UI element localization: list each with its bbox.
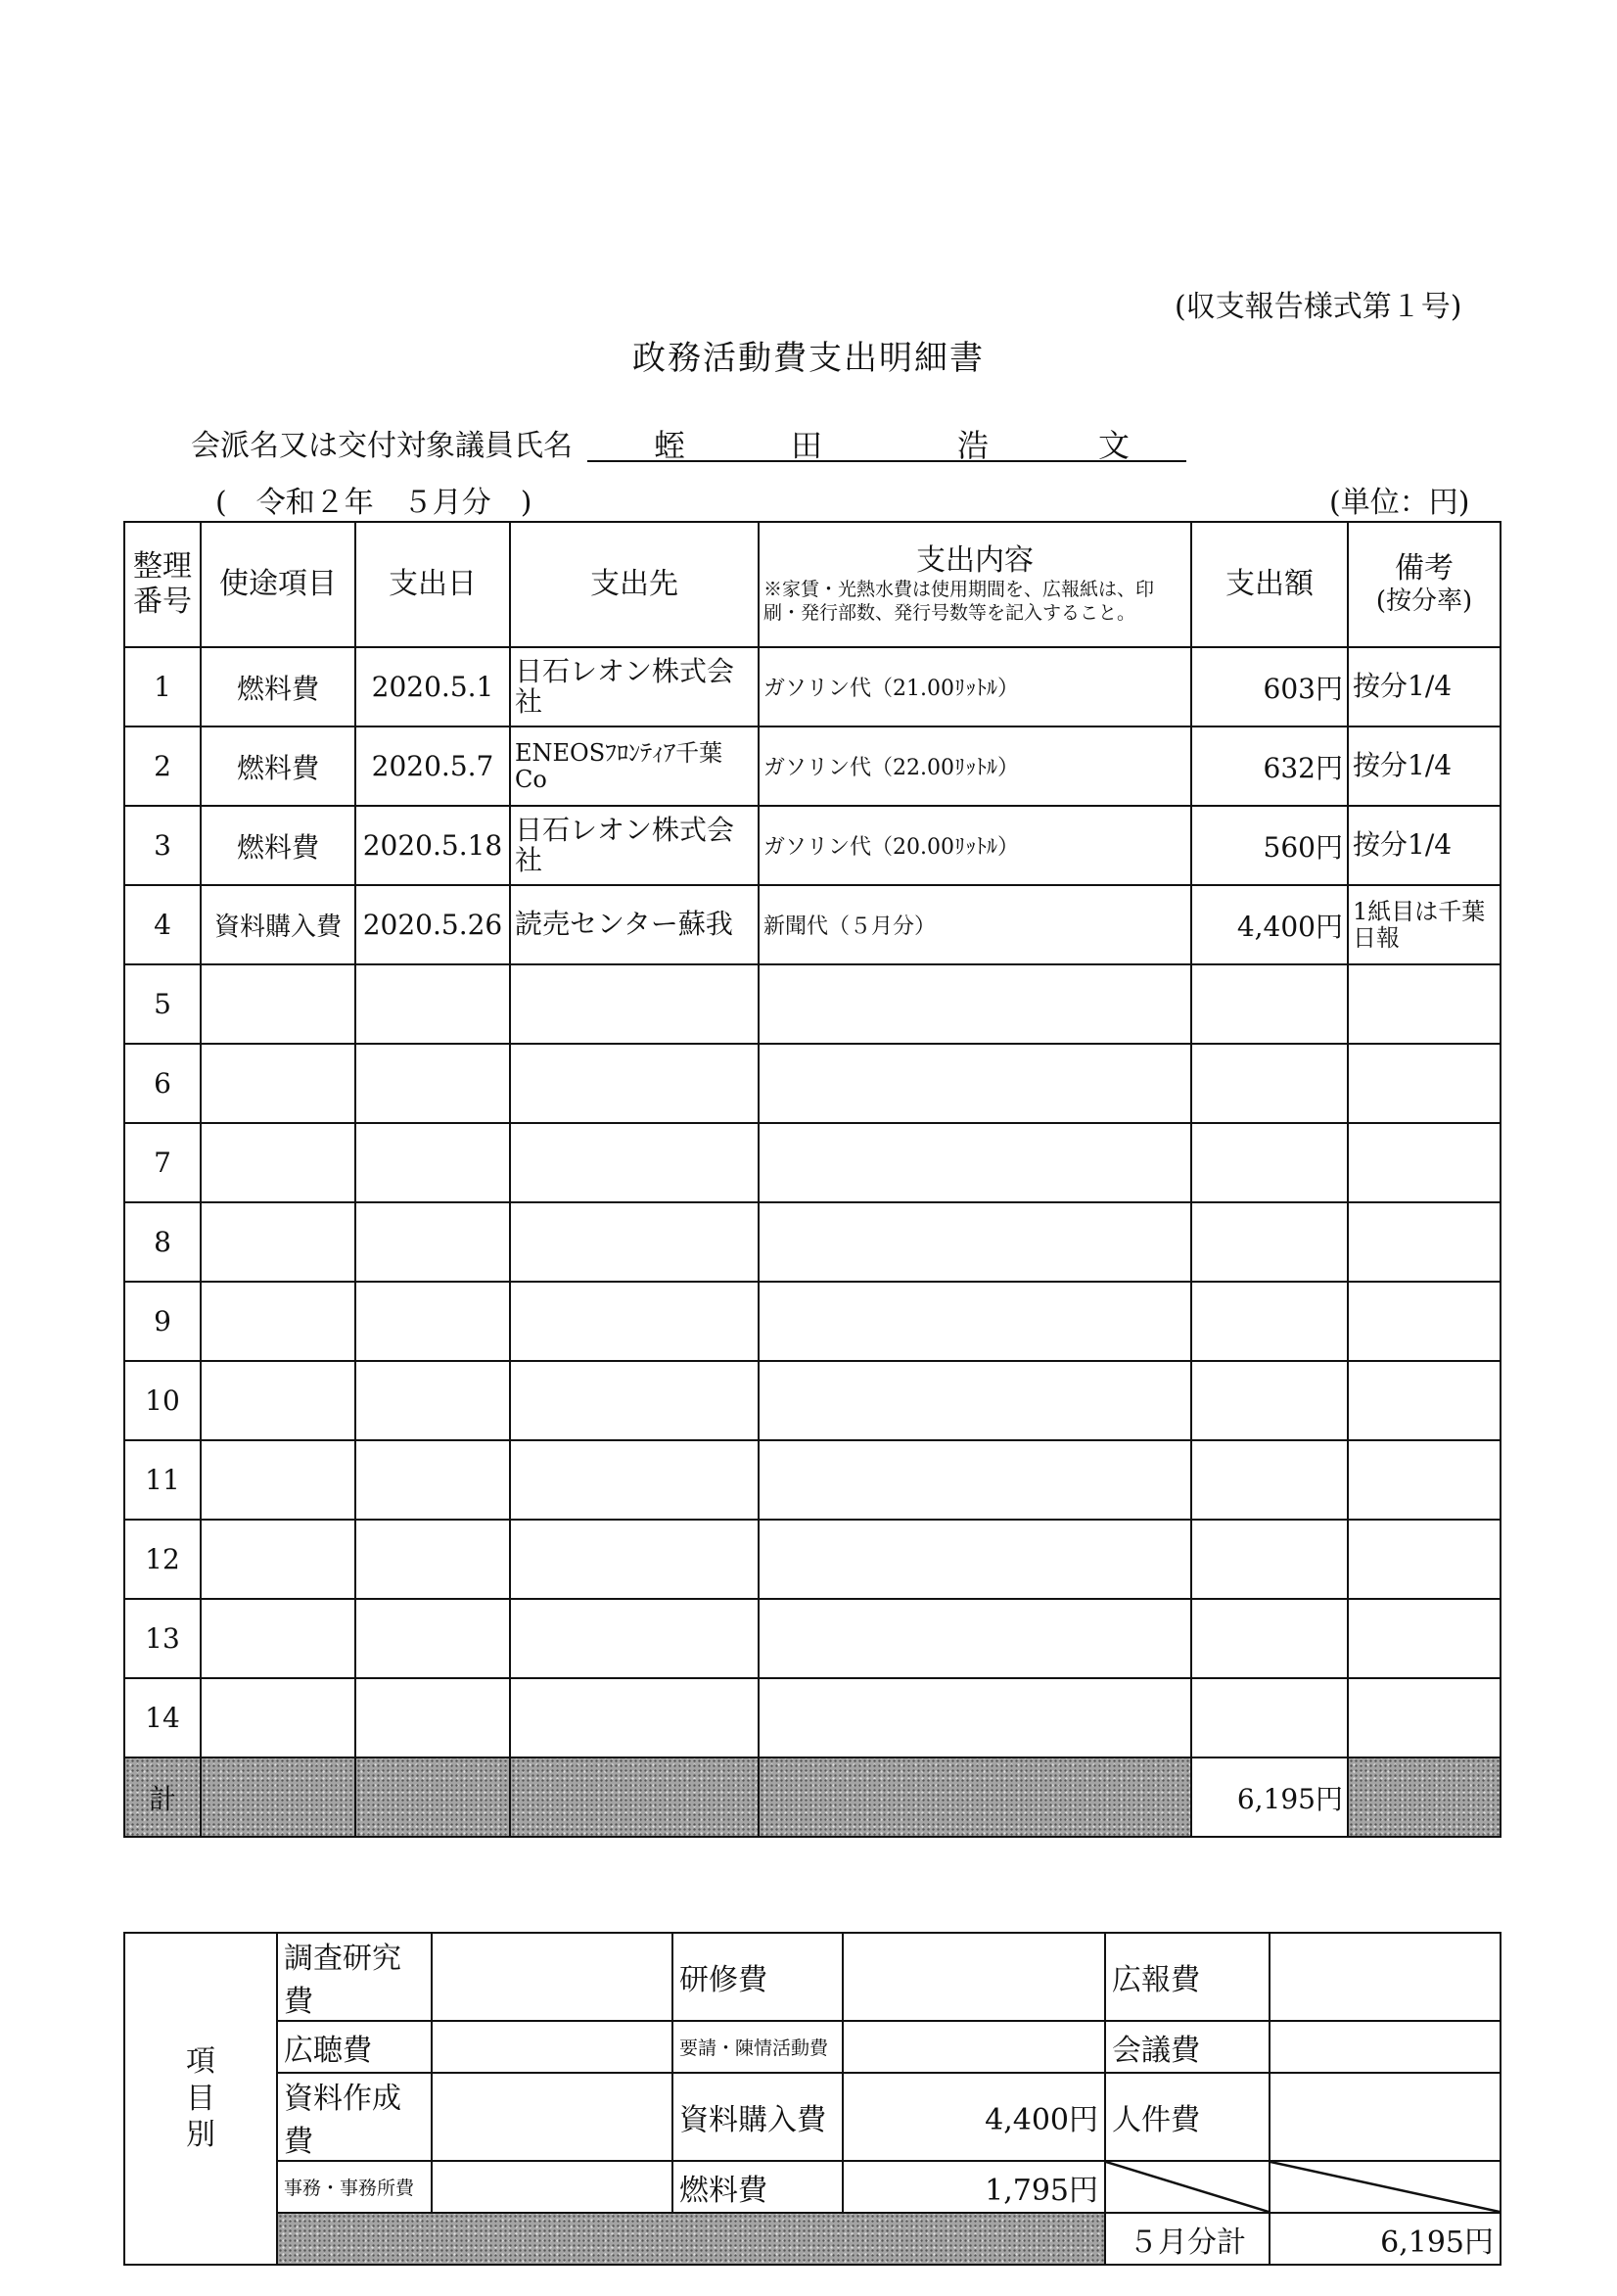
row-date [355,1044,510,1123]
fuel-value: 1,795円 [843,2161,1105,2213]
page-title: 政務活動費支出明細書 [632,339,985,378]
row-payee [510,1044,759,1123]
row-payee [510,1440,759,1520]
fuel-label: 燃料費 [672,2161,843,2213]
row-date [355,964,510,1044]
row-no: 8 [124,1202,201,1282]
row-remarks [1348,1044,1501,1123]
row-content: ガソリン代（22.00ﾘｯﾄﾙ） [759,726,1191,806]
hearing-value [432,2021,672,2073]
row-date [355,1440,510,1520]
header-no [124,522,201,647]
row-remarks: 按分1/4 [1348,806,1501,885]
form-number: (収支報告様式第１号) [1175,290,1462,324]
row-date [355,1282,510,1361]
row-purpose [201,1282,355,1361]
row-remarks [1348,1361,1501,1440]
row-purpose: 資料購入費 [201,885,355,964]
row-purpose [201,1599,355,1678]
row-content [759,1202,1191,1282]
petition-value [843,2021,1105,2073]
row-payee [510,1202,759,1282]
row-payee [510,1520,759,1599]
table-row [124,647,1501,726]
row-payee [510,1678,759,1757]
row-date [355,1520,510,1599]
diagonal-empty-cell [1270,2161,1501,2213]
row-content: 新聞代（５月分） [759,885,1191,964]
row-purpose: 燃料費 [201,806,355,885]
row-content [759,1282,1191,1361]
row-remarks [1348,1202,1501,1282]
total-shaded-cell [1348,1757,1501,1837]
pr-value [1270,1933,1501,2021]
row-remarks [1348,1282,1501,1361]
row-content [759,1678,1191,1757]
row-remarks [1348,1440,1501,1520]
table-row [124,885,1501,964]
expense-table [123,521,1502,1838]
row-remarks: 1紙目は千葉日報 [1348,885,1501,964]
row-amount [1191,1282,1348,1361]
row-date: 2020.5.18 [355,806,510,885]
row-remarks: 按分1/4 [1348,726,1501,806]
hearing-label: 広聴費 [277,2021,432,2073]
total-label: 計 [124,1757,201,1837]
row-payee: ENEOSﾌﾛﾝﾃｨｱ千葉Co [510,726,759,806]
meeting-label: 会議費 [1105,2021,1270,2073]
row-payee: 日石レオン株式会社 [510,806,759,885]
row-date [355,1678,510,1757]
total-shaded-cell [759,1757,1191,1837]
row-no: 13 [124,1599,201,1678]
summary-row [124,2213,1501,2265]
header-remarks-sub: (按分率) [1375,586,1473,617]
row-purpose [201,964,355,1044]
personnel-value [1270,2073,1501,2161]
row-date [355,1599,510,1678]
row-date: 2020.5.26 [355,885,510,964]
row-amount: 603円 [1191,647,1348,726]
summary-row [124,2161,1501,2213]
member-name-char-1: 蛭 [654,427,686,464]
row-amount [1191,1202,1348,1282]
research-label: 調査研究費 [277,1933,432,2021]
table-row [124,1202,1501,1282]
materials-create-label: 資料作成費 [277,2073,432,2161]
pr-label: 広報費 [1105,1933,1270,2021]
row-purpose [201,1440,355,1520]
row-remarks [1348,1599,1501,1678]
row-no: 5 [124,964,201,1044]
row-content [759,1361,1191,1440]
row-date [355,1202,510,1282]
row-amount [1191,1440,1348,1520]
month-total-value: 6,195円 [1270,2213,1501,2265]
total-shaded-cell [510,1757,759,1837]
header-remarks-title: 備考 [1395,551,1454,586]
name-label: 会派名又は交付対象議員氏名 [191,429,573,463]
row-purpose: 燃料費 [201,726,355,806]
table-row [124,1440,1501,1520]
row-no: 1 [124,647,201,726]
row-amount [1191,1123,1348,1202]
row-payee [510,1123,759,1202]
row-no: 11 [124,1440,201,1520]
row-purpose [201,1123,355,1202]
summary-row [124,2021,1501,2073]
row-no: 4 [124,885,201,964]
row-no: 14 [124,1678,201,1757]
total-row [124,1757,1501,1837]
summary-row [124,1933,1501,2021]
row-content [759,1044,1191,1123]
header-content [759,522,1191,647]
materials-buy-label: 資料購入費 [672,2073,843,2161]
row-no: 10 [124,1361,201,1440]
row-payee [510,1282,759,1361]
row-remarks [1348,964,1501,1044]
row-payee: 読売センター蘇我 [510,885,759,964]
summary-side-label [124,1933,277,2265]
month-total-label: ５月分計 [1105,2213,1270,2265]
table-row [124,1520,1501,1599]
table-row [124,1361,1501,1440]
header-payee: 支出先 [510,522,759,647]
row-content: ガソリン代（21.00ﾘｯﾄﾙ） [759,647,1191,726]
office-label: 事務・事務所費 [277,2161,432,2213]
header-amount: 支出額 [1191,522,1348,647]
row-remarks [1348,1678,1501,1757]
header-content-title: 支出内容 [916,543,1034,579]
table-row [124,1678,1501,1757]
row-purpose [201,1044,355,1123]
table-row [124,1282,1501,1361]
row-purpose [201,1520,355,1599]
office-value [432,2161,672,2213]
row-no: 7 [124,1123,201,1202]
name-underline [587,460,1186,462]
personnel-label: 人件費 [1105,2073,1270,2161]
row-content [759,1599,1191,1678]
total-amount: 6,195円 [1191,1757,1348,1837]
member-name-char-4: 文 [1098,427,1131,464]
row-payee [510,964,759,1044]
summary-side-label-text: 項目別 [186,2044,215,2153]
row-content [759,1123,1191,1202]
total-shaded-cell [201,1757,355,1837]
meeting-value [1270,2021,1501,2073]
row-no: 9 [124,1282,201,1361]
summary-row [124,2073,1501,2161]
row-amount: 560円 [1191,806,1348,885]
row-content [759,1440,1191,1520]
category-summary-table [123,1932,1502,2266]
row-date: 2020.5.1 [355,647,510,726]
row-no: 2 [124,726,201,806]
row-date: 2020.5.7 [355,726,510,806]
row-purpose [201,1361,355,1440]
row-amount [1191,964,1348,1044]
table-row [124,964,1501,1044]
row-purpose: 燃料費 [201,647,355,726]
row-content [759,1520,1191,1599]
table-row [124,1599,1501,1678]
row-amount [1191,1044,1348,1123]
row-remarks: 按分1/4 [1348,647,1501,726]
row-amount [1191,1599,1348,1678]
row-amount [1191,1361,1348,1440]
training-label: 研修費 [672,1933,843,2021]
research-value [432,1933,672,2021]
row-payee [510,1599,759,1678]
row-date [355,1361,510,1440]
member-name-char-2: 田 [791,427,823,464]
table-header-row [124,522,1501,647]
unit-label: (単位：円) [1329,486,1470,520]
row-purpose [201,1678,355,1757]
row-amount: 632円 [1191,726,1348,806]
header-date: 支出日 [355,522,510,647]
materials-buy-value: 4,400円 [843,2073,1105,2161]
header-remarks [1348,522,1501,647]
row-remarks [1348,1520,1501,1599]
row-content [759,964,1191,1044]
materials-create-value [432,2073,672,2161]
row-amount: 4,400円 [1191,885,1348,964]
table-row [124,1044,1501,1123]
summary-shaded-cell [277,2213,1105,2265]
report-period: ( 令和２年 ５月分 ) [215,486,532,520]
training-value [843,1933,1105,2021]
header-content-note: ※家賃・光熱水費は使用期間を、広報紙は、印刷・発行部数、発行号数等を記入すること。 [763,579,1155,624]
row-amount [1191,1520,1348,1599]
diagonal-empty-cell [1105,2161,1270,2213]
header-purpose: 使途項目 [201,522,355,647]
row-amount [1191,1678,1348,1757]
petition-label: 要請・陳情活動費 [672,2021,843,2073]
row-no: 3 [124,806,201,885]
table-row [124,806,1501,885]
row-payee: 日石レオン株式会社 [510,647,759,726]
table-row [124,1123,1501,1202]
row-no: 12 [124,1520,201,1599]
row-remarks [1348,1123,1501,1202]
row-no: 6 [124,1044,201,1123]
row-payee [510,1361,759,1440]
table-row [124,726,1501,806]
row-date [355,1123,510,1202]
member-name-char-3: 浩 [957,427,990,464]
header-no-text: 整理番号 [133,549,192,619]
row-purpose [201,1202,355,1282]
total-shaded-cell [355,1757,510,1837]
row-content: ガソリン代（20.00ﾘｯﾄﾙ） [759,806,1191,885]
